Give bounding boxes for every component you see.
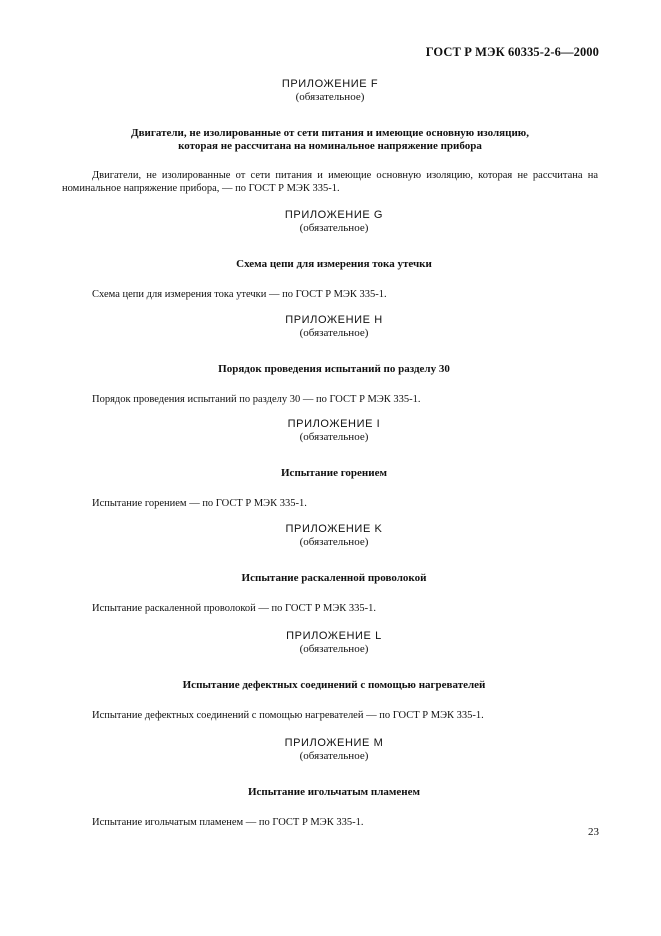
annex-status: (обязательное) — [299, 327, 369, 339]
annex-status: (обязательное) — [299, 750, 369, 762]
annex-m — [92, 737, 576, 829]
annex-title-line-1: Двигатели, не изолированные от сети питания и имеющие основную изоляцию, — [131, 127, 529, 139]
annex-body: Испытание раскаленной проволокой — по ГОСТ Р МЭК 335-1. — [92, 603, 377, 614]
annex-status: (обязательное) — [299, 431, 369, 443]
annex-label: ПРИЛОЖЕНИЕ M — [284, 737, 384, 749]
annex-body: Испытание игольчатым пламенем — по ГОСТ Р МЭК 335-1. — [92, 817, 364, 828]
annex-body: Двигатели, не изолированные от сети питания и имеющие основную изоляцию, которая не рассчитана на номинальное напряжение прибора, — по ГОСТ Р МЭК 335-1. — [62, 170, 598, 194]
annex-g — [92, 209, 576, 301]
annex-title: Испытание игольчатым пламенем — [247, 786, 421, 798]
annex-body: Схема цепи для измерения тока утечки — по ГОСТ Р МЭК 335-1. — [92, 289, 387, 300]
annex-l — [92, 630, 576, 722]
annex-status: (обязательное) — [299, 643, 369, 655]
annex-title: Порядок проведения испытаний по разделу 30 — [218, 363, 450, 375]
annex-title-line-2: которая не рассчитана на номинальное напряжение прибора — [178, 140, 482, 152]
page-number: 23 — [588, 826, 599, 838]
annex-i — [92, 418, 576, 510]
annex-title: Испытание дефектных соединений с помощью нагревателей — [182, 679, 486, 691]
annex-status: (обязательное) — [299, 536, 369, 548]
annex-label: ПРИЛОЖЕНИЕ K — [285, 523, 383, 535]
annex-f — [62, 78, 598, 195]
document-id-header: ГОСТ Р МЭК 60335-2-6—2000 — [425, 45, 599, 59]
annex-body: Порядок проведения испытаний по разделу 30 — по ГОСТ Р МЭК 335-1. — [92, 394, 421, 405]
annex-title: Схема цепи для измерения тока утечки — [236, 258, 432, 270]
annex-body: Испытание горением — по ГОСТ Р МЭК 335-1. — [92, 498, 307, 509]
annex-k — [92, 523, 576, 615]
annex-status: (обязательное) — [295, 91, 365, 103]
annex-label: ПРИЛОЖЕНИЕ I — [287, 418, 381, 430]
annex-label: ПРИЛОЖЕНИЕ F — [281, 78, 379, 90]
annex-body: Испытание дефектных соединений с помощью нагревателей — по ГОСТ Р МЭК 335-1. — [92, 710, 484, 721]
annex-title — [62, 127, 598, 153]
annex-title: Испытание раскаленной проволокой — [241, 572, 427, 584]
annex-label: ПРИЛОЖЕНИЕ G — [284, 209, 384, 221]
annex-label: ПРИЛОЖЕНИЕ L — [286, 630, 382, 642]
annex-title: Испытание горением — [281, 467, 387, 479]
annex-label: ПРИЛОЖЕНИЕ H — [285, 314, 383, 326]
annex-status: (обязательное) — [299, 222, 369, 234]
annex-h — [92, 314, 576, 406]
